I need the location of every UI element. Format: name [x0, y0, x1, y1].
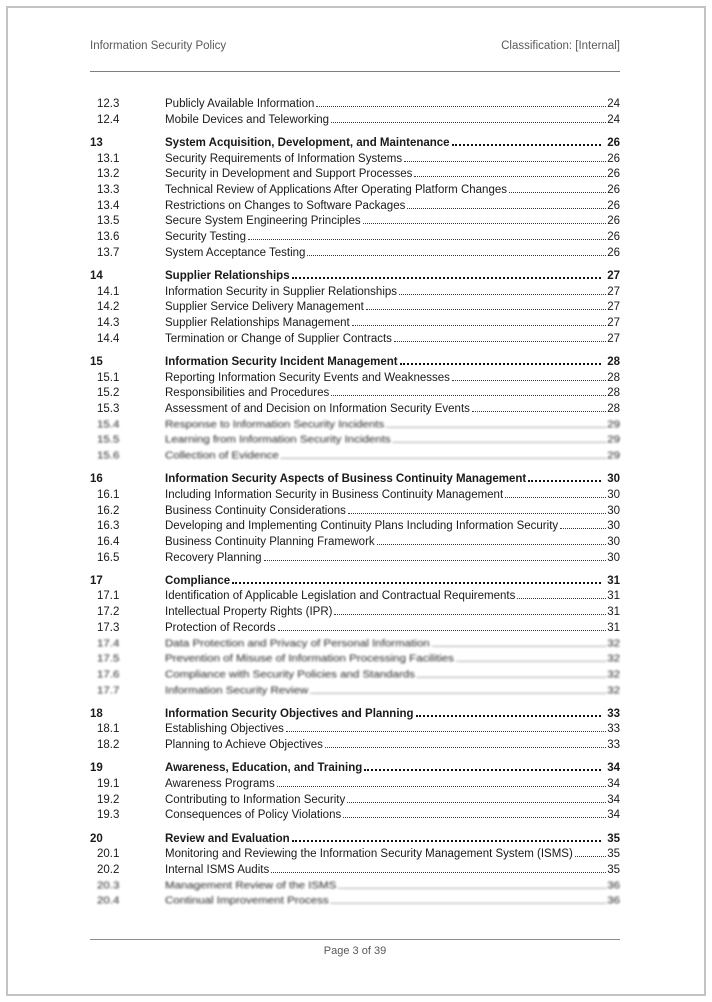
toc-entry-title: System Acquisition, Development, and Maintenance	[165, 136, 450, 149]
toc-entry-page: 33	[607, 739, 620, 752]
toc-row[interactable]	[90, 551, 620, 567]
page-number-label: Page 3 of 39	[323, 945, 387, 957]
toc-entry-number: 13.3	[97, 183, 120, 196]
toc-entry-number: 20.1	[97, 848, 120, 861]
toc-dot-leader	[343, 817, 606, 818]
toc-entry-title: Termination or Change of Supplier Contracts	[165, 332, 392, 345]
toc-entry-title: Review and Evaluation	[165, 832, 290, 845]
toc-dot-leader	[400, 363, 602, 365]
toc-entry-number: 17	[90, 574, 103, 587]
toc-entry-page: 32	[607, 685, 620, 696]
toc-entry-page: 30	[607, 535, 620, 548]
toc-dot-leader	[292, 277, 602, 279]
toc-row[interactable]	[90, 653, 620, 667]
toc-dot-leader	[277, 786, 606, 787]
toc-entry-page: 30	[607, 488, 620, 501]
toc-row[interactable]	[90, 269, 620, 285]
toc-entry-title: Consequences of Policy Violations	[165, 809, 342, 822]
toc-entry-page: 34	[607, 793, 620, 806]
toc-dot-leader	[325, 747, 606, 748]
toc-row[interactable]	[90, 621, 620, 637]
toc-row[interactable]	[90, 214, 620, 230]
toc-entry-number: 18.1	[97, 723, 120, 736]
toc-dot-leader	[517, 598, 606, 599]
toc-entry-number: 13.6	[97, 231, 120, 243]
toc-dot-leader	[331, 903, 607, 904]
toc-entry-title: Mobile Devices and Teleworking	[165, 113, 330, 126]
toc-entry-page: 29	[607, 435, 620, 446]
toc-entry-page: 26	[607, 231, 620, 243]
toc-entry-number: 17.6	[97, 669, 120, 681]
toc-entry-title: Continual Improvement Process	[165, 896, 329, 907]
toc-row[interactable]	[90, 113, 620, 129]
toc-dot-leader	[366, 309, 606, 310]
toc-entry-title: Information Security Review	[165, 685, 309, 696]
toc-entry-title: Security Testing	[165, 231, 246, 243]
toc-dot-leader	[364, 769, 601, 771]
toc-entry-page: 24	[607, 113, 620, 126]
toc-entry-number: 13.7	[97, 246, 120, 259]
toc-entry-page: 26	[607, 136, 620, 149]
toc-dot-leader	[338, 887, 606, 888]
toc-entry-page: 32	[607, 638, 620, 649]
toc-entry-title: Business Continuity Considerations	[165, 504, 346, 517]
toc-entry-title: Publicly Available Information	[165, 98, 315, 110]
toc-row[interactable]	[90, 136, 620, 152]
toc-dot-leader	[407, 208, 606, 209]
toc-entry-title: Management Review of the ISMS	[165, 880, 337, 892]
toc-entry-number: 20.2	[97, 863, 120, 876]
toc-entry-title: Establishing Objectives	[165, 723, 284, 736]
toc-dot-leader	[393, 442, 607, 443]
toc-entry-number: 14.3	[97, 316, 120, 329]
toc-row[interactable]	[90, 434, 620, 448]
toc-dot-leader	[377, 544, 607, 545]
toc-entry-title: Business Continuity Planning Framework	[165, 535, 375, 548]
toc-entry-title: Reporting Information Security Events and Weaknesses	[165, 371, 450, 384]
toc-entry-title: System Acceptance Testing	[165, 246, 306, 259]
toc-dot-leader	[307, 255, 606, 256]
toc-entry-title: Monitoring and Reviewing the Information Security Management System (ISMS)	[165, 848, 573, 861]
toc-entry-title: Awareness Programs	[165, 778, 275, 790]
toc-row[interactable]	[90, 574, 620, 590]
toc-entry-number: 16.2	[97, 504, 120, 517]
toc-entry-page: 24	[607, 98, 620, 110]
toc-entry-page: 27	[607, 332, 620, 345]
toc-entry-page: 27	[607, 285, 620, 298]
toc-dot-leader	[264, 560, 607, 561]
toc-entry-number: 15.5	[97, 435, 120, 446]
toc-entry-title: Supplier Relationships Management	[165, 316, 350, 329]
toc-row[interactable]	[90, 669, 620, 683]
toc-entry-page: 35	[607, 832, 620, 845]
toc-entry-number: 20.4	[97, 896, 120, 907]
toc-entry-number: 14.1	[97, 285, 120, 298]
toc-dot-leader	[560, 528, 606, 529]
toc-entry-page: 28	[607, 387, 620, 400]
toc-entry-title: Intellectual Property Rights (IPR)	[165, 606, 333, 619]
toc-entry-number: 16.3	[97, 520, 120, 533]
toc-row[interactable]	[90, 685, 620, 699]
toc-row[interactable]	[90, 832, 620, 848]
toc-dot-leader	[399, 294, 606, 295]
toc-row[interactable]	[90, 863, 620, 879]
toc-dot-leader	[363, 223, 607, 224]
toc-entry-page: 28	[607, 371, 620, 384]
toc-entry-title: Compliance	[165, 574, 231, 587]
toc-dot-leader	[414, 176, 606, 177]
toc-entry-page: 31	[607, 590, 620, 603]
toc-entry-title: Supplier Service Delivery Management	[165, 301, 364, 314]
toc-entry-title: Identification of Applicable Legislation and Contractual Requirements	[165, 590, 516, 603]
toc-entry-title: Planning to Achieve Objectives	[165, 739, 323, 752]
toc-entry-number: 14	[90, 269, 103, 282]
toc-entry-page: 34	[607, 778, 620, 790]
toc-entry-title: Information Security Objectives and Planning	[165, 707, 414, 720]
toc-row[interactable]	[90, 246, 620, 262]
toc-row[interactable]	[90, 230, 620, 246]
toc-entry-title: Protection of Records	[165, 621, 276, 634]
toc-entry-page: 35	[607, 848, 620, 861]
toc-entry-number: 15.3	[97, 402, 120, 415]
toc-entry-page: 26	[607, 183, 620, 196]
toc-dot-leader	[575, 856, 606, 857]
toc-entry-page: 27	[607, 316, 620, 329]
toc-dot-leader	[456, 661, 606, 662]
toc-dot-leader	[271, 872, 606, 873]
toc-entry-title: Restrictions on Changes to Software Packages	[165, 199, 406, 212]
toc-dot-leader	[292, 840, 602, 842]
toc-entry-title: Collection of Evidence	[165, 450, 279, 462]
toc-row[interactable]	[90, 167, 620, 183]
toc-row[interactable]	[90, 847, 620, 863]
toc-row[interactable]	[90, 300, 620, 316]
toc-row[interactable]	[90, 450, 620, 464]
toc-entry-number: 16.5	[97, 551, 120, 564]
toc-row[interactable]	[90, 371, 620, 387]
toc-row[interactable]	[90, 589, 620, 605]
toc-entry-title: Learning from Information Security Incidents	[165, 435, 391, 446]
toc-entry-page: 26	[607, 168, 620, 181]
toc-entry-number: 17.5	[97, 654, 120, 665]
toc-dot-leader	[472, 411, 606, 412]
toc-entry-number: 16.1	[97, 488, 120, 501]
toc-entry-page: 28	[607, 355, 620, 368]
toc-entry-number: 17.1	[97, 590, 120, 603]
toc-entry-number: 18	[90, 707, 103, 720]
toc-row[interactable]	[90, 793, 620, 809]
toc-dot-leader	[281, 458, 606, 459]
toc-row[interactable]	[90, 777, 620, 793]
toc-entry-page: 36	[607, 896, 620, 907]
toc-entry-number: 13.1	[97, 152, 120, 165]
toc-row[interactable]	[90, 285, 620, 301]
toc-dot-leader	[452, 144, 602, 146]
toc-entry-page: 29	[607, 450, 620, 462]
toc-row[interactable]	[90, 738, 620, 754]
toc-entry-number: 15.1	[97, 371, 120, 384]
toc-entry-title: Data Protection and Privacy of Personal Information	[165, 638, 430, 649]
toc-entry-page: 31	[607, 574, 620, 587]
toc-dot-leader	[404, 161, 606, 162]
toc-entry-number: 15.4	[97, 419, 120, 430]
toc-entry-title: Information Security Incident Management	[165, 355, 398, 368]
toc-entry-number: 17.2	[97, 606, 120, 619]
header-document-title: Information Security Policy	[90, 40, 227, 52]
toc-entry-page: 31	[607, 621, 620, 634]
toc-entry-number: 19	[90, 762, 103, 775]
toc-dot-leader	[286, 731, 606, 732]
toc-row[interactable]	[90, 895, 620, 909]
toc-entry-title: Security in Development and Support Processes	[165, 168, 413, 181]
toc-dot-leader	[352, 325, 606, 326]
toc-entry-title: Recovery Planning	[165, 551, 262, 564]
header-divider	[90, 71, 620, 72]
toc-dot-leader	[394, 341, 606, 342]
toc-entry-page: 26	[607, 246, 620, 259]
toc-entry-number: 20	[90, 832, 103, 845]
toc-entry-number: 14.2	[97, 301, 120, 314]
toc-dot-leader	[347, 802, 606, 803]
toc-entry-number: 17.4	[97, 638, 120, 649]
toc-row[interactable]	[90, 605, 620, 621]
toc-entry-page: 36	[607, 880, 620, 892]
toc-entry-number: 19.2	[97, 793, 120, 806]
toc-dot-leader	[417, 677, 606, 678]
toc-dot-leader	[528, 480, 601, 482]
toc-entry-number: 15.6	[97, 450, 120, 462]
toc-entry-page: 33	[607, 723, 620, 736]
toc-dot-leader	[316, 106, 606, 107]
toc-entry-page: 30	[607, 551, 620, 564]
toc-entry-page: 30	[607, 473, 620, 486]
toc-dot-leader	[331, 122, 606, 123]
footer-divider	[90, 939, 620, 940]
toc-entry-title: Secure System Engineering Principles	[165, 215, 361, 228]
toc-entry-page: 26	[607, 215, 620, 228]
toc-entry-title: Supplier Relationships	[165, 269, 290, 282]
toc-entry-number: 19.3	[97, 809, 120, 822]
toc-row[interactable]	[90, 199, 620, 215]
toc-dot-leader	[505, 497, 606, 498]
toc-entry-number: 17.7	[97, 685, 120, 696]
toc-entry-number: 12.4	[97, 113, 120, 126]
toc-row[interactable]	[90, 316, 620, 332]
toc-row[interactable]	[90, 472, 620, 488]
toc-row[interactable]	[90, 402, 620, 418]
toc-dot-leader	[334, 614, 606, 615]
toc-entry-number: 16.4	[97, 535, 120, 548]
page-footer	[90, 945, 620, 957]
toc-entry-title: Developing and Implementing Continuity Plans Including Information Security	[165, 520, 559, 533]
toc-entry-title: Security Requirements of Information Systems	[165, 152, 403, 165]
toc-entry-number: 15	[90, 355, 103, 368]
toc-entry-page: 33	[607, 707, 620, 720]
toc-row[interactable]	[90, 386, 620, 402]
toc-dot-leader	[509, 192, 606, 193]
toc-dot-leader	[416, 715, 602, 717]
toc-row[interactable]	[90, 332, 620, 348]
toc-dot-leader	[310, 692, 606, 693]
toc-entry-number: 12.3	[97, 98, 120, 110]
toc-row[interactable]	[90, 419, 620, 433]
toc-row[interactable]	[90, 761, 620, 777]
toc-dot-leader	[432, 645, 607, 646]
toc-entry-page: 32	[607, 654, 620, 665]
toc-dot-leader	[232, 582, 601, 584]
toc-entry-title: Information Security in Supplier Relationships	[165, 285, 398, 298]
toc-dot-leader	[452, 380, 606, 381]
toc-entry-page: 31	[607, 606, 620, 619]
toc-entry-page: 30	[607, 504, 620, 517]
toc-row[interactable]	[90, 152, 620, 168]
toc-dot-leader	[278, 630, 607, 631]
toc-entry-number: 20.3	[97, 880, 120, 892]
toc-entry-page: 26	[607, 152, 620, 165]
toc-entry-number: 18.2	[97, 739, 120, 752]
toc-entry-title: Assessment of and Decision on Information Security Events	[165, 402, 470, 415]
toc-entry-title: Information Security Aspects of Business Continuity Management	[165, 473, 527, 486]
toc-entry-title: Contributing to Information Security	[165, 793, 346, 806]
toc-entry-number: 17.3	[97, 621, 120, 634]
page-header	[90, 40, 620, 52]
toc-row[interactable]	[90, 355, 620, 371]
toc-entry-title: Awareness, Education, and Training	[165, 762, 363, 775]
toc-row[interactable]	[90, 519, 620, 535]
toc-entry-page: 34	[607, 762, 620, 775]
toc-entry-page: 27	[607, 269, 620, 282]
toc-entry-page: 32	[607, 669, 620, 681]
toc-dot-leader	[331, 395, 606, 396]
toc-entry-number: 14.4	[97, 332, 120, 345]
toc-entry-number: 13.5	[97, 215, 120, 228]
toc-entry-page: 34	[607, 809, 620, 822]
toc-entry-number: 15.2	[97, 387, 120, 400]
toc-row[interactable]	[90, 880, 620, 894]
toc-entry-page: 26	[607, 199, 620, 212]
toc-entry-title: Responsibilities and Procedures	[165, 387, 330, 400]
toc-entry-number: 13.2	[97, 168, 120, 181]
toc-row[interactable]	[90, 808, 620, 824]
toc-row[interactable]	[90, 637, 620, 651]
toc-entry-number: 16	[90, 473, 103, 486]
toc-entry-title: Technical Review of Applications After Operating Platform Changes	[165, 183, 507, 196]
toc-entry-title: Response to Information Security Incidents	[165, 419, 385, 430]
toc-dot-leader	[386, 426, 606, 427]
toc-row[interactable]	[90, 535, 620, 551]
toc-entry-number: 13	[90, 136, 103, 149]
document-page	[6, 6, 706, 996]
toc-dot-leader	[248, 239, 606, 240]
table-of-contents	[90, 97, 620, 910]
toc-entry-number: 19.1	[97, 778, 120, 790]
toc-entry-page: 30	[607, 520, 620, 533]
toc-row[interactable]	[90, 183, 620, 199]
toc-entry-title: Including Information Security in Business Continuity Management	[165, 488, 504, 501]
toc-row[interactable]	[90, 488, 620, 504]
toc-entry-page: 29	[607, 419, 620, 430]
toc-row[interactable]	[90, 722, 620, 738]
toc-dot-leader	[348, 513, 606, 514]
toc-row[interactable]	[90, 504, 620, 520]
toc-entry-page: 27	[607, 301, 620, 314]
header-classification-label: Classification: [Internal]	[501, 40, 620, 52]
toc-entry-title: Compliance with Security Policies and Standards	[165, 669, 415, 681]
toc-row[interactable]	[90, 707, 620, 723]
toc-entry-page: 35	[607, 863, 620, 876]
toc-entry-title: Internal ISMS Audits	[165, 863, 270, 876]
toc-entry-page: 28	[607, 402, 620, 415]
toc-entry-title: Prevention of Misuse of Information Processing Facilities	[165, 654, 454, 665]
toc-row[interactable]	[90, 97, 620, 113]
toc-entry-number: 13.4	[97, 199, 120, 212]
